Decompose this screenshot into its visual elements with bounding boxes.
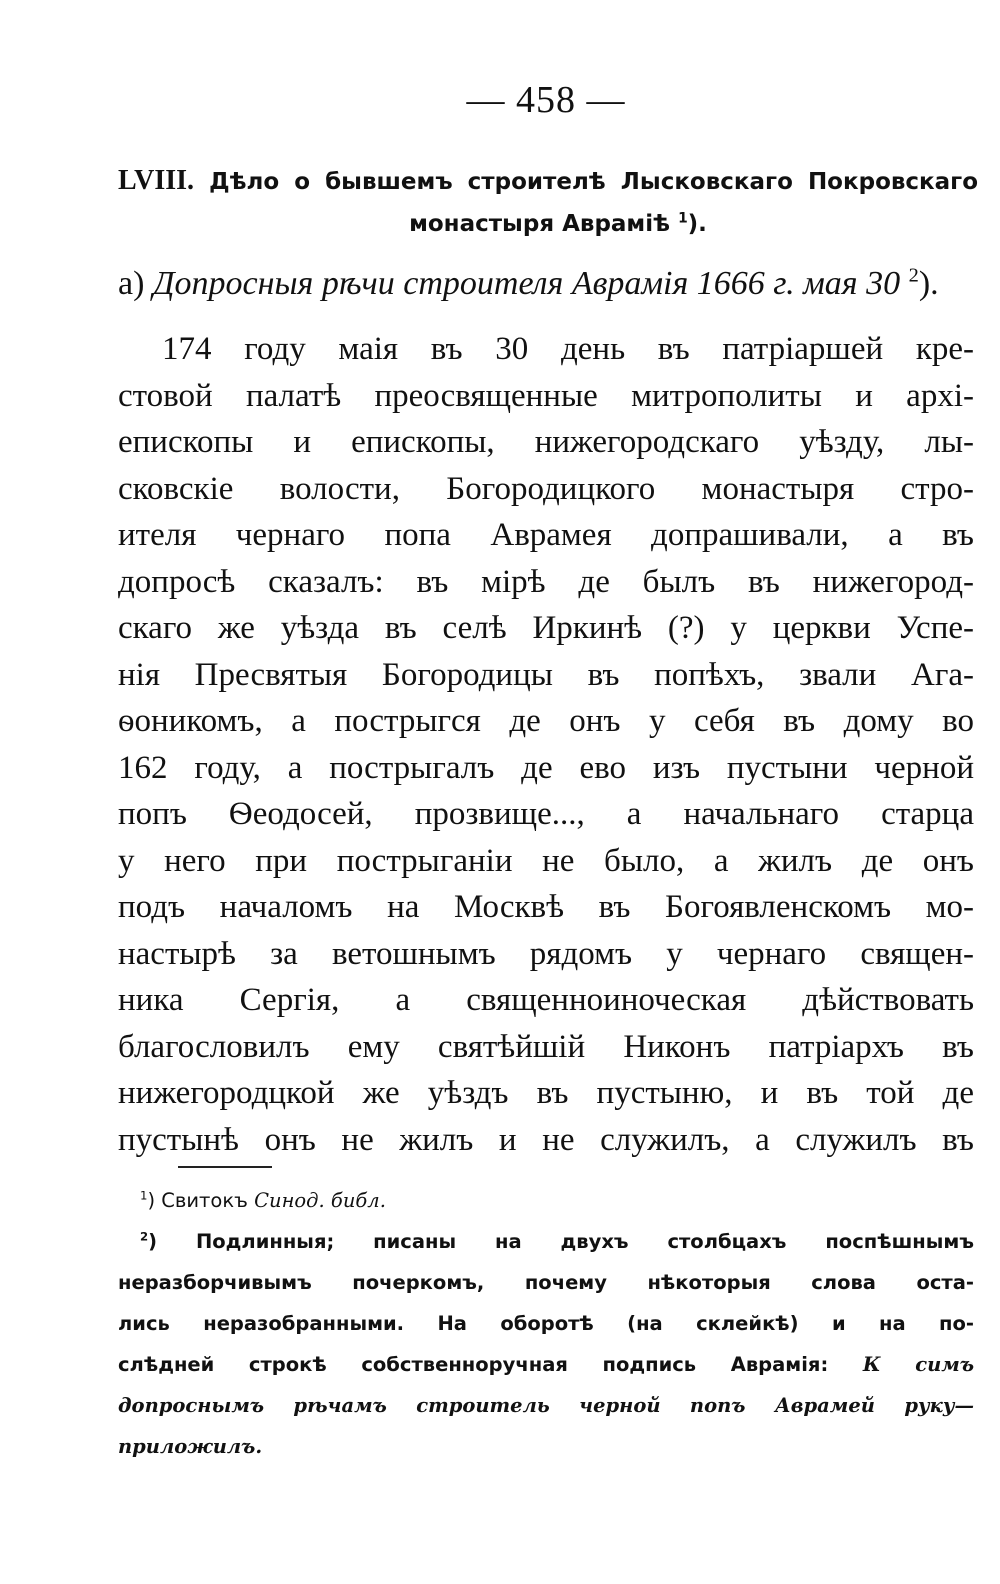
heading-line-2 xyxy=(118,203,978,245)
footnote-2-text: лись неразобранными. На оборотѣ (на склейкѣ) и на по- xyxy=(118,1312,974,1335)
subsection-title xyxy=(118,262,980,306)
footnote-1: $^1$) Свитокъ Синод. библ. xyxy=(140,1188,386,1212)
footnote-2 xyxy=(118,1221,974,1467)
footnote-divider xyxy=(178,1166,272,1168)
body-line: пустынѣ онъ не жилъ и не служилъ, а служилъ въ xyxy=(118,1121,974,1158)
subsection-prefix: а) xyxy=(118,265,145,302)
body-line: попъ Ѳеодосей, прозвище..., а начальнаго старца xyxy=(118,796,974,832)
heading-line-2-end: ). xyxy=(687,211,707,237)
footnote-2-line xyxy=(118,1262,974,1303)
body-line: 162 году, а пострыгалъ де ево изъ пустыни черной xyxy=(118,749,974,786)
footnote-1-text: Свитокъ xyxy=(161,1189,248,1212)
footnote-2-text: Подлинныя; писаны на двухъ столбцахъ поспѣшнымъ xyxy=(195,1230,974,1253)
footnote-1-marker: 1 xyxy=(140,1188,148,1203)
body-line: подъ началомъ на Москвѣ въ Богоявленскомъ мо- xyxy=(118,889,974,925)
heading-text-2: монастыря Аврамiѣ xyxy=(409,211,671,237)
footnote-2-italic-text: приложилъ. xyxy=(118,1435,263,1458)
footnote-2-line xyxy=(118,1303,974,1344)
body-line: скаго же уѣзда въ селѣ Иркинѣ (?) у церкви Успе- xyxy=(118,610,974,646)
footnote-2-text: неразборчивымъ почеркомъ, почему нѣкоторыя слова оста- xyxy=(118,1271,974,1294)
body-line: епископы и епископы, нижегородскаго уѣзду, лы- xyxy=(118,424,974,460)
heading-line-1 xyxy=(118,160,978,203)
body-line: благословилъ ему святѣйшiй Никонъ патрiархъ въ xyxy=(118,1028,974,1065)
body-line: нiя Пресвятыя Богородицы въ попѣхъ, звали Ага- xyxy=(118,656,974,693)
footnote-2-italic-tail: К симъ xyxy=(862,1353,974,1376)
footnote-2-text: слѣдней строкѣ собственноручная подпись Аврамiя: xyxy=(118,1353,829,1376)
footnote-1-italic: Синод. библ. xyxy=(254,1189,386,1212)
section-number: LVIII. xyxy=(118,165,195,196)
footnote-2-italic-line xyxy=(118,1385,974,1426)
footnote-2-italic-text: допроснымъ рѣчамъ строитель черной попъ Аврамей руку— xyxy=(118,1394,974,1417)
heading-footnote-ref: 1 xyxy=(678,210,688,227)
footnote-2-marker: 2 xyxy=(140,1229,149,1244)
footnote-2-line xyxy=(118,1344,974,1385)
body-line: настырѣ за ветошнымъ рядомъ у чернаго священ- xyxy=(118,935,974,972)
body-line: нижегородцкой же уѣздъ въ пустыню, и въ той де xyxy=(118,1075,974,1111)
footnote-2-line: $^2$) Подлинныя; писаны на двухъ столбцахъ поспѣшнымъ xyxy=(140,1229,974,1253)
page-number: — 458 — xyxy=(466,79,626,121)
body-line: допросѣ сказалъ: въ мiрѣ де былъ въ нижегород- xyxy=(118,563,974,600)
body-line: 174 году маiя въ 30 день въ патрiаршей кре- xyxy=(162,331,974,367)
body-line: ителя чернаго попа Аврамея допрашивали, а въ xyxy=(118,517,974,553)
body-line: стовой палатѣ преосвященные митрополиты и архi- xyxy=(118,377,974,414)
body-line: сковскiе волости, Богородицкого монастыря стро- xyxy=(118,470,974,507)
body-line: ника Сергiя, а священноиноческая дѣйствовать xyxy=(118,982,974,1018)
subsection-footnote-ref: 2 xyxy=(908,264,919,287)
subsection-suffix: ). xyxy=(918,265,939,302)
heading-text-1: Дѣло о бывшемъ строителѣ Лысковскаго Покровскаго xyxy=(209,169,979,195)
section-heading xyxy=(118,160,978,245)
body-text xyxy=(118,326,974,1163)
body-line: ѳоникомъ, а пострыгся де онъ у себя въ дому во xyxy=(118,703,974,739)
footnotes xyxy=(118,1180,974,1467)
footnote-2-italic-line xyxy=(118,1426,974,1467)
subsection-title-text: Допросныя рѣчи строителя Аврамiя 1666 г. мая 30 xyxy=(152,265,901,302)
body-line: у него при пострыганiи не было, а жилъ де онъ xyxy=(118,842,974,879)
